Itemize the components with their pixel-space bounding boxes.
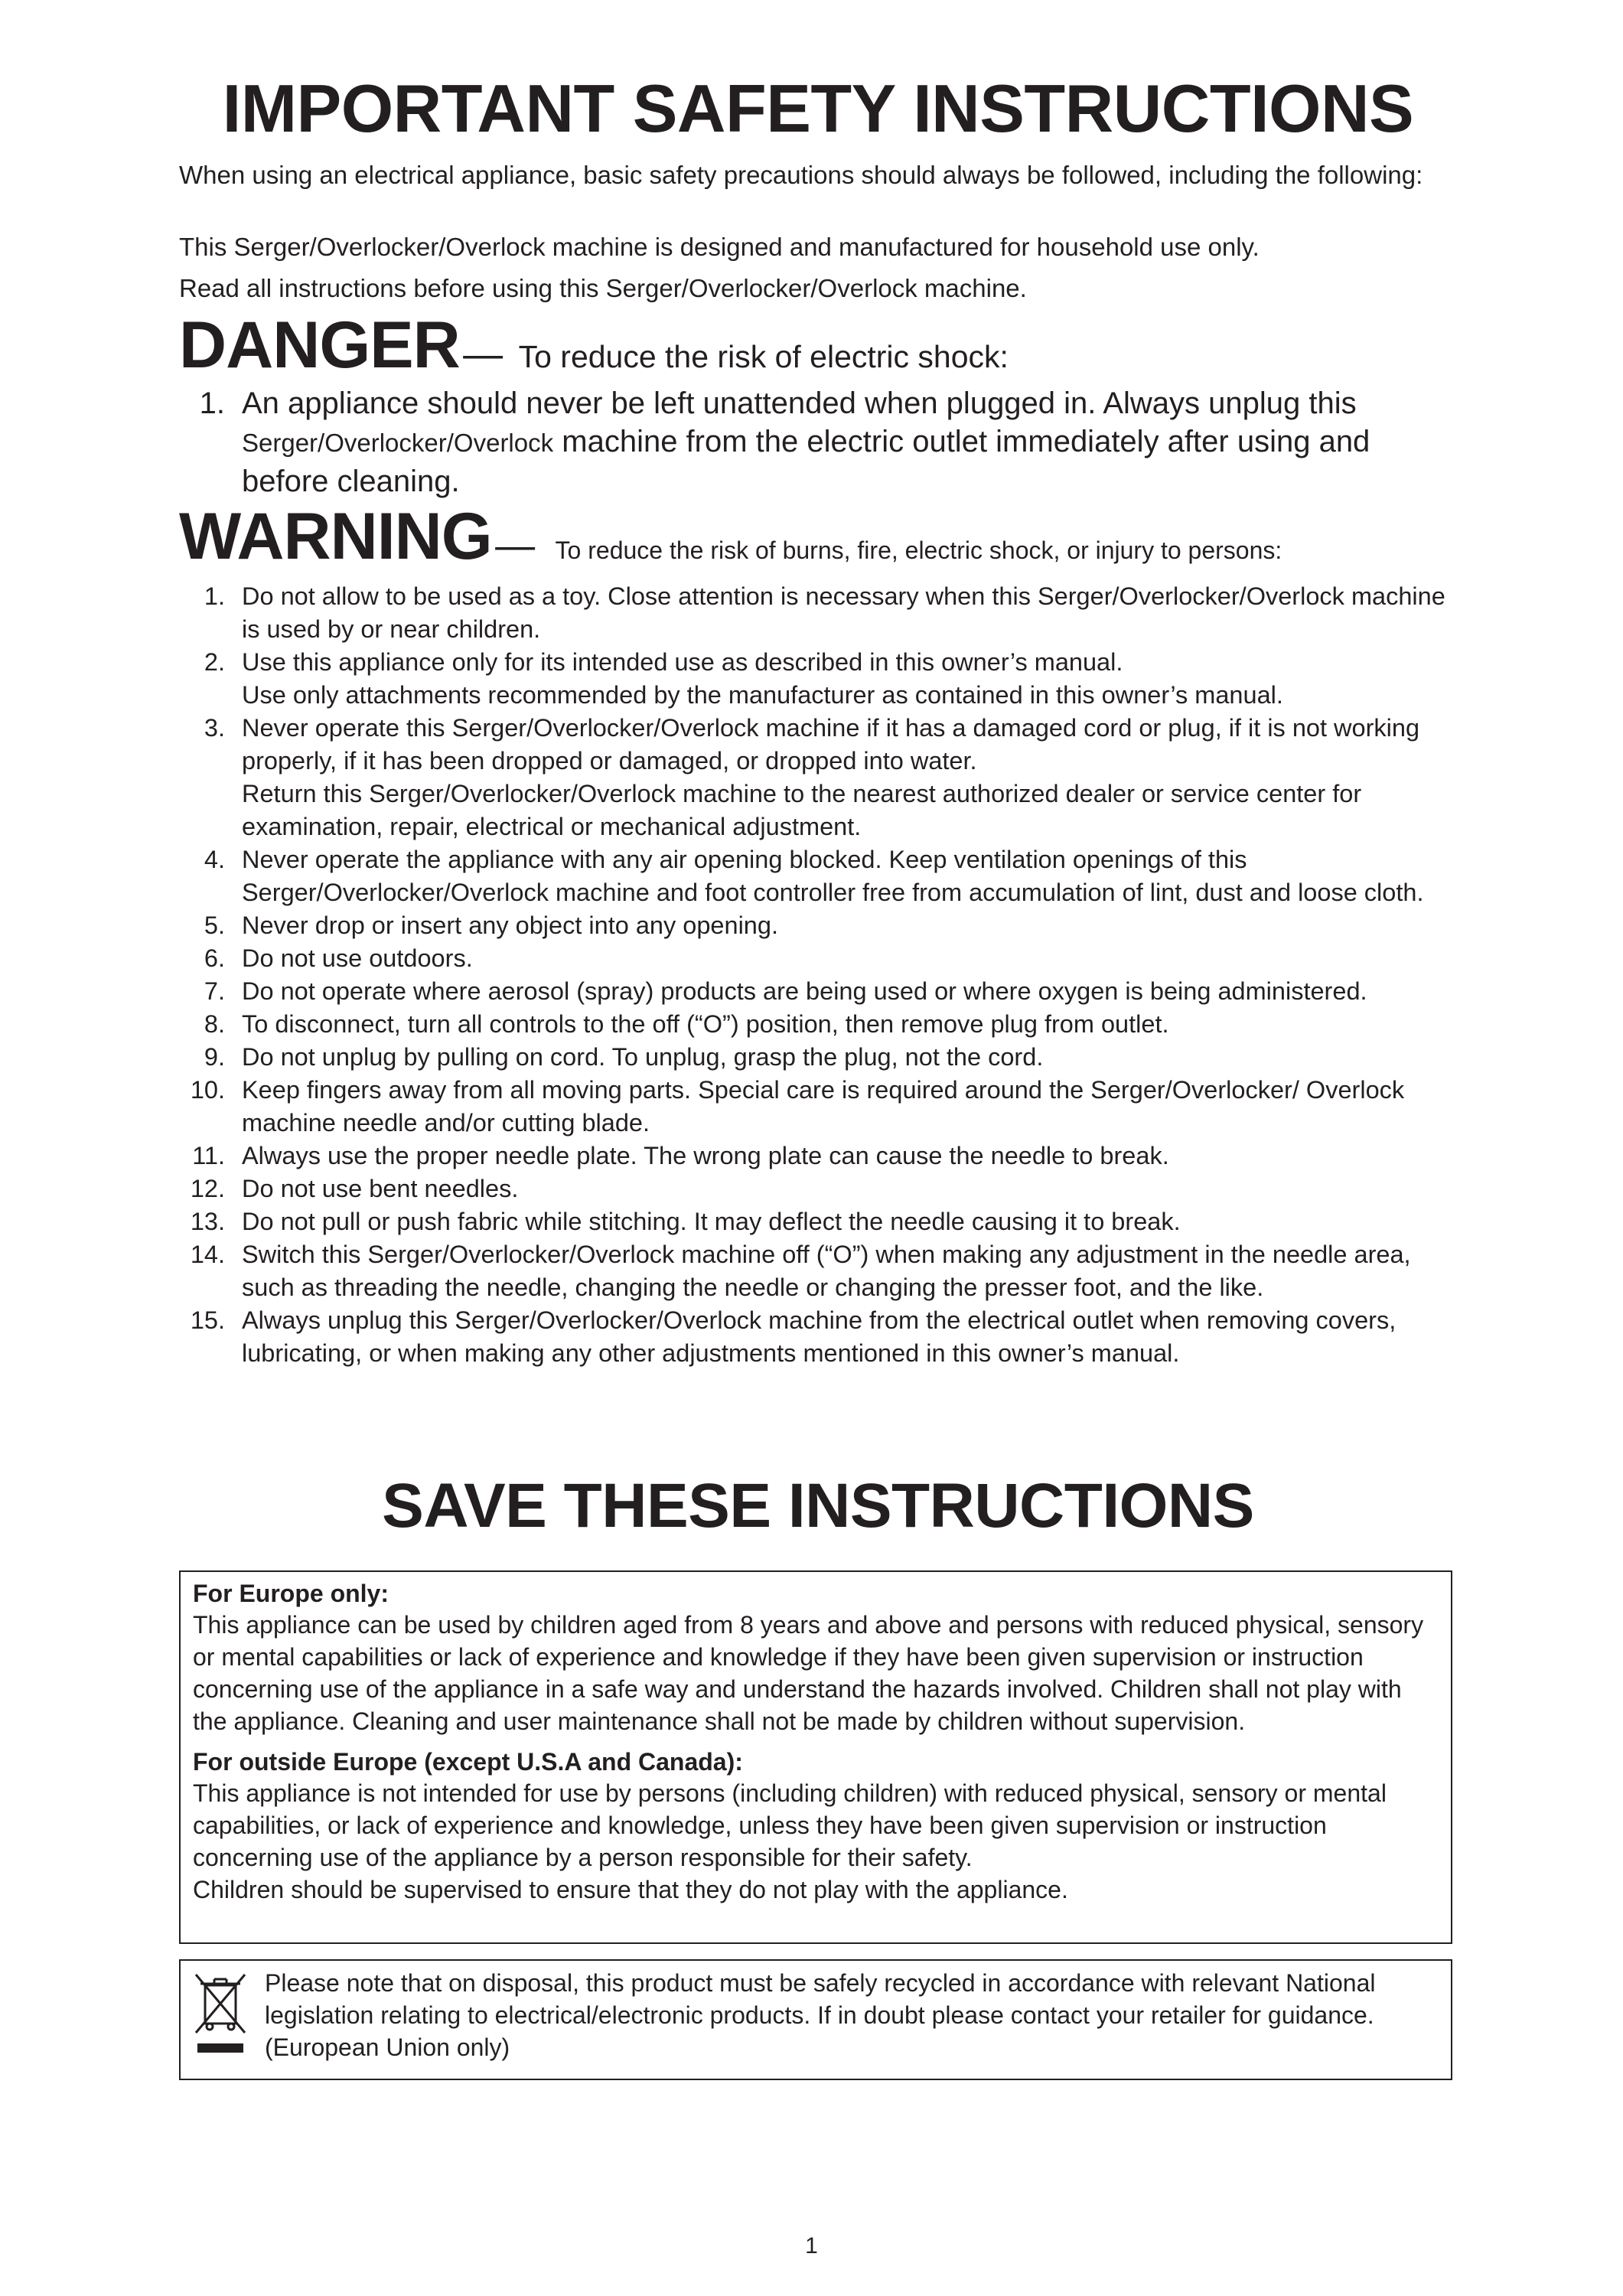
save-instructions-title: SAVE THESE INSTRUCTIONS xyxy=(382,1471,1254,1541)
item-number: 6. xyxy=(204,944,225,972)
item-text: Keep fingers away from all moving parts. Special care is required around the Serger/Overlocker/ Overlock machine needle and/or cutting blade. xyxy=(242,1076,1405,1137)
item-number: 14. xyxy=(190,1241,225,1268)
crossed-out-wheelie-bin-icon xyxy=(193,1971,248,2057)
warning-heading xyxy=(179,499,1282,575)
danger-item xyxy=(179,384,1457,501)
item-text: Do not unplug by pulling on cord. To unplug, grasp the plug, not the cord. xyxy=(242,1043,1044,1071)
item-text: Do not allow to be used as a toy. Close attention is necessary when this Serger/Overlocker/Overlock machine is used by or near children. xyxy=(242,582,1445,643)
item-number: 13. xyxy=(190,1208,225,1235)
warning-dash: — xyxy=(495,523,536,568)
warning-item-13 xyxy=(179,1205,1457,1238)
age-notice-box xyxy=(179,1570,1452,1944)
item-text: Do not pull or push fabric while stitching. It may deflect the needle causing it to break. xyxy=(242,1208,1181,1235)
warning-item-4 xyxy=(179,843,1457,909)
europe-title: For Europe only: xyxy=(193,1580,389,1607)
danger-item-text-b: machine from the electric outlet immediately after using and before cleaning. xyxy=(242,425,1370,498)
item-number: 5. xyxy=(204,912,225,939)
item-text: Do not operate where aerosol (spray) products are being used or where oxygen is being administered. xyxy=(242,977,1367,1005)
warning-item-3 xyxy=(179,712,1457,843)
item-text: Always use the proper needle plate. The wrong plate can cause the needle to break. xyxy=(242,1142,1169,1169)
danger-heading xyxy=(179,308,1009,383)
danger-subtitle: To reduce the risk of electric shock: xyxy=(518,339,1009,374)
warning-item-7 xyxy=(179,975,1457,1008)
item-number: 15. xyxy=(190,1306,225,1334)
item-number: 8. xyxy=(204,1010,225,1038)
warning-item-9 xyxy=(179,1041,1457,1074)
item-number: 10. xyxy=(190,1076,225,1104)
item-text: Do not use bent needles. xyxy=(242,1175,519,1202)
item-number: 2. xyxy=(204,648,225,676)
item-text: Do not use outdoors. xyxy=(242,944,473,972)
danger-dash: — xyxy=(463,332,504,377)
disposal-notice-box xyxy=(179,1959,1452,2080)
page-title: IMPORTANT SAFETY INSTRUCTIONS xyxy=(222,70,1414,146)
disposal-text: Please note that on disposal, this product must be safely recycled in accordance with relevant National legislation relating to electrical/electronic products. If in doubt please contact your retailer for guidance. (European Union only) xyxy=(265,1969,1376,2061)
item-text-continued: Return this Serger/Overlocker/Overlock machine to the nearest authorized dealer or service center for examination, repair, electrical or mechanical adjustment. xyxy=(242,780,1362,840)
intro-paragraph-1: When using an electrical appliance, basic safety precautions should always be followed, including the following: xyxy=(179,161,1423,189)
warning-item-6 xyxy=(179,942,1457,975)
item-number: 12. xyxy=(190,1175,225,1202)
warning-item-11 xyxy=(179,1140,1457,1172)
item-text: Always unplug this Serger/Overlocker/Overlock machine from the electrical outlet when removing covers, lubricating, or when making any other adjustments mentioned in this owner’s manual. xyxy=(242,1306,1396,1367)
europe-text: This appliance can be used by children aged from 8 years and above and persons with reduced physical, sensory or mental capabilities or lack of experience and knowledge if they have been given supervision or instruction concerning use of the appliance in a safe way and understand the hazards involved. Children shall not play with the appliance. Cleaning and user maintenance shall not be made by children without supervision. xyxy=(193,1611,1424,1735)
item-number: 9. xyxy=(204,1043,225,1071)
danger-list xyxy=(179,384,1457,501)
warning-item-8 xyxy=(179,1008,1457,1041)
item-number: 4. xyxy=(204,846,225,873)
item-text: Never operate this Serger/Overlocker/Overlock machine if it has a damaged cord or plug, if it is not working properly, if it has been dropped or damaged, or dropped into water. xyxy=(242,714,1420,775)
item-number: 7. xyxy=(204,977,225,1005)
outside-europe-text: This appliance is not intended for use by persons (including children) with reduced physical, sensory or mental capabilities, or lack of experience and knowledge, unless they have been given supervision or instruction concerning use of the appliance by a person responsible for their safety. xyxy=(193,1779,1387,1871)
item-number: 11. xyxy=(192,1142,225,1169)
warning-item-12 xyxy=(179,1172,1457,1205)
warning-word: WARNING xyxy=(179,500,492,573)
warning-item-5 xyxy=(179,909,1457,942)
page-number: 1 xyxy=(805,2233,818,2258)
danger-item-number: 1. xyxy=(199,386,225,420)
intro-paragraph-2: This Serger/Overlocker/Overlock machine is designed and manufactured for household use only. xyxy=(179,233,1260,261)
warning-item-10 xyxy=(179,1074,1457,1140)
item-text: Never drop or insert any object into any opening. xyxy=(242,912,778,939)
danger-word: DANGER xyxy=(179,308,460,382)
danger-item-text-small: Serger/Overlocker/Overlock xyxy=(242,429,554,457)
danger-item-text-a: An appliance should never be left unattended when plugged in. Always unplug this xyxy=(242,386,1357,420)
warning-item-1 xyxy=(179,580,1457,646)
outside-europe-title: For outside Europe (except U.S.A and Canada): xyxy=(193,1748,743,1776)
outside-europe-text-2: Children should be supervised to ensure that they do not play with the appliance. xyxy=(193,1876,1068,1903)
item-text: Use this appliance only for its intended use as described in this owner’s manual. xyxy=(242,648,1123,676)
item-number: 1. xyxy=(204,582,225,610)
item-text-continued: Use only attachments recommended by the manufacturer as contained in this owner’s manual. xyxy=(242,681,1283,709)
item-text: Never operate the appliance with any air opening blocked. Keep ventilation openings of this Serger/Overlocker/Overlock machine and foot controller free from accumulation of lint, dust and loose cloth. xyxy=(242,846,1424,906)
item-text: Switch this Serger/Overlocker/Overlock machine off (“O”) when making any adjustment in the needle area, such as threading the needle, changing the needle or changing the presser foot, and the like. xyxy=(242,1241,1411,1301)
warning-item-14 xyxy=(179,1238,1457,1304)
warning-item-2 xyxy=(179,646,1457,712)
item-number: 3. xyxy=(204,714,225,742)
warning-item-15 xyxy=(179,1304,1457,1370)
warning-list xyxy=(179,580,1457,1370)
warning-subtitle: To reduce the risk of burns, fire, electric shock, or injury to persons: xyxy=(555,536,1282,564)
item-text: To disconnect, turn all controls to the off (“O”) position, then remove plug from outlet. xyxy=(242,1010,1169,1038)
intro-paragraph-3: Read all instructions before using this Serger/Overlocker/Overlock machine. xyxy=(179,274,1027,302)
